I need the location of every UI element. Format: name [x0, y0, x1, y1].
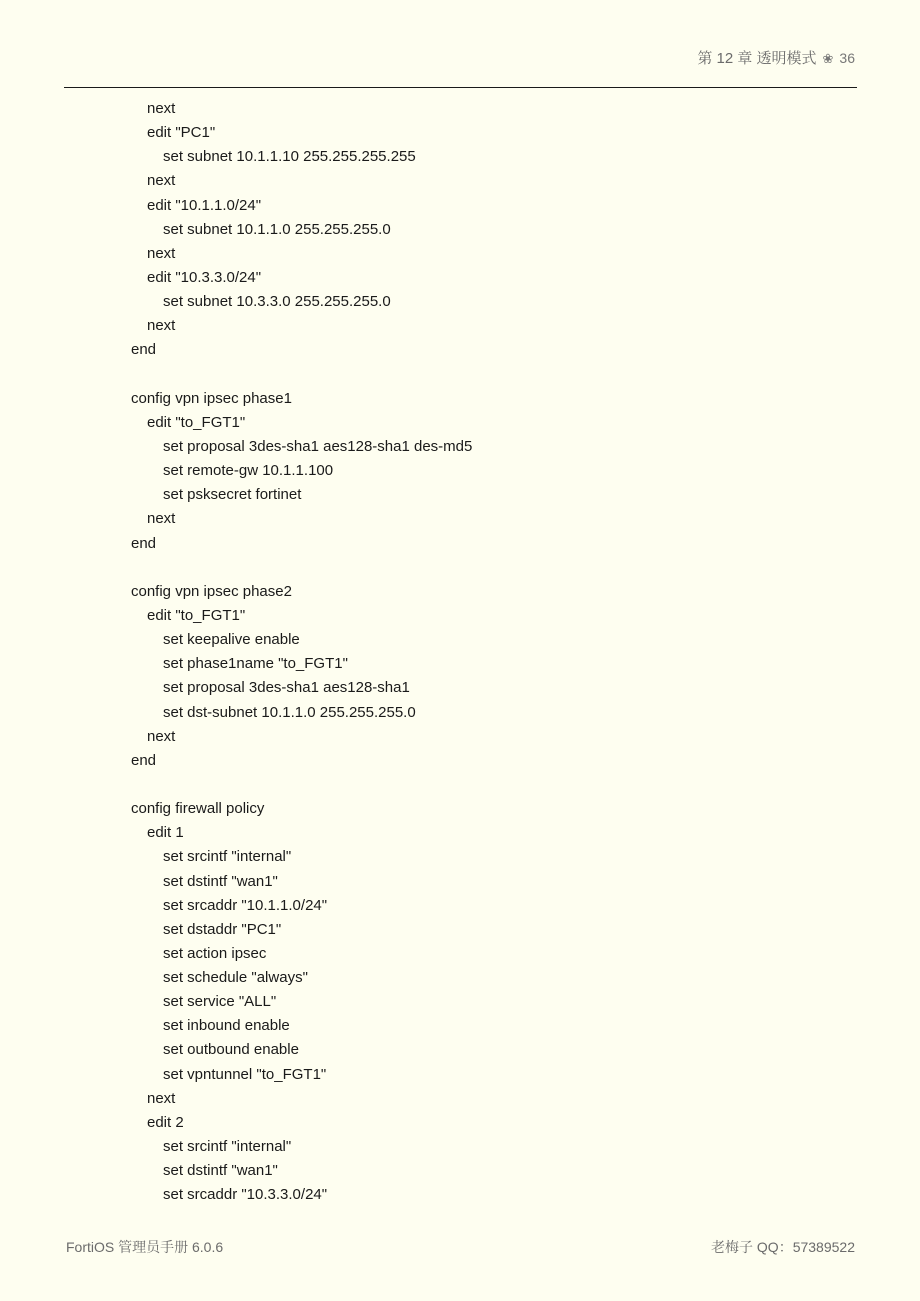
code-line: next — [147, 727, 176, 745]
code-line: set psksecret fortinet — [163, 486, 302, 504]
running-header — [697, 47, 855, 68]
code-line: next — [147, 317, 176, 335]
flower-ornament-icon: ❀ — [822, 51, 834, 66]
code-line: next — [147, 172, 176, 190]
header-divider — [64, 87, 857, 88]
code-line: set dstintf "wan1" — [163, 1162, 278, 1180]
code-line: set schedule "always" — [163, 969, 308, 987]
code-line: set inbound enable — [163, 1017, 290, 1035]
code-line: set srcaddr "10.1.1.0/24" — [163, 896, 328, 914]
code-line: set proposal 3des-sha1 aes128-sha1 — [163, 679, 410, 697]
code-line: set action ipsec — [163, 944, 267, 962]
code-line: end — [131, 341, 157, 359]
code-line: next — [147, 510, 176, 528]
code-line: set srcintf "internal" — [163, 848, 292, 866]
footer-author-contact: 老梅子 QQ：57389522 — [711, 1239, 855, 1255]
blank-line — [131, 363, 472, 387]
chapter-title: 第 12 章 透明模式 — [697, 50, 817, 67]
code-line: set subnet 10.1.1.10 255.255.255.255 — [163, 148, 416, 166]
code-line: set service "ALL" — [163, 993, 277, 1011]
code-line: set phase1name "to_FGT1" — [163, 655, 348, 673]
code-line: set outbound enable — [163, 1041, 299, 1059]
page-number: 36 — [839, 50, 855, 66]
code-line: set dst-subnet 10.1.1.0 255.255.255.0 — [163, 703, 416, 721]
code-line: config vpn ipsec phase1 — [131, 389, 292, 407]
code-line: set keepalive enable — [163, 631, 300, 649]
code-line: set subnet 10.3.3.0 255.255.255.0 — [163, 293, 391, 311]
footer-manual-title: FortiOS 管理员手册 6.0.6 — [66, 1239, 224, 1255]
code-line: set subnet 10.1.1.0 255.255.255.0 — [163, 220, 391, 238]
code-line: edit "PC1" — [147, 124, 216, 142]
code-line: next — [147, 244, 176, 262]
code-line: set srcintf "internal" — [163, 1138, 292, 1156]
blank-line — [131, 773, 472, 797]
code-line: config vpn ipsec phase2 — [131, 582, 292, 600]
code-line: edit "10.1.1.0/24" — [147, 196, 262, 214]
code-line: edit "to_FGT1" — [147, 606, 246, 624]
code-line: edit 2 — [147, 1113, 184, 1131]
code-line: set dstaddr "PC1" — [163, 920, 282, 938]
code-line: config firewall policy — [131, 800, 265, 818]
code-line: set dstintf "wan1" — [163, 872, 278, 890]
code-line: edit "to_FGT1" — [147, 413, 246, 431]
code-line: set remote-gw 10.1.1.100 — [163, 462, 334, 480]
code-line: next — [147, 100, 176, 117]
code-line: next — [147, 1089, 176, 1107]
config-code-block — [131, 97, 472, 1207]
blank-line — [131, 556, 472, 580]
code-line: set srcaddr "10.3.3.0/24" — [163, 1186, 328, 1204]
code-line: set vpntunnel "to_FGT1" — [163, 1065, 327, 1083]
code-line: end — [131, 534, 157, 552]
code-line: set proposal 3des-sha1 aes128-sha1 des-md5 — [163, 437, 473, 455]
code-line: end — [131, 751, 157, 769]
code-line: edit 1 — [147, 824, 184, 842]
code-line: edit "10.3.3.0/24" — [147, 268, 262, 286]
